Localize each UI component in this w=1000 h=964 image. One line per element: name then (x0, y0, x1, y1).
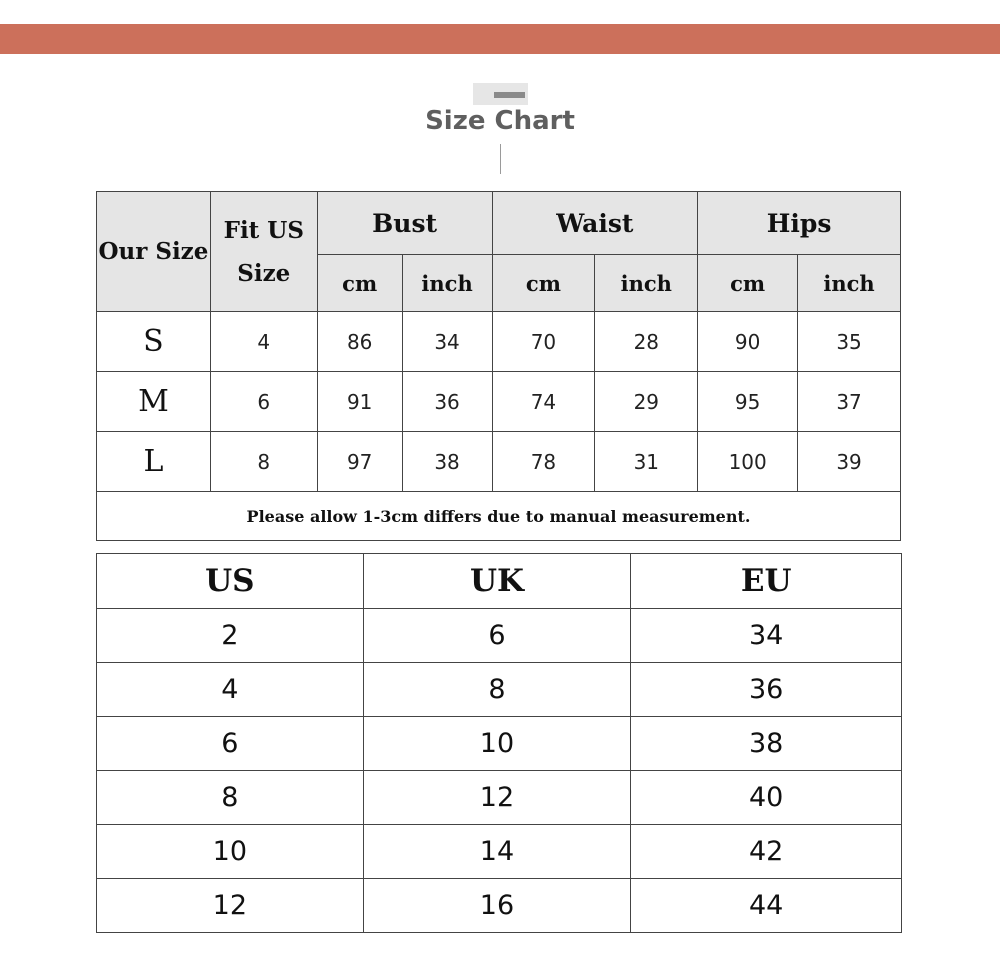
header-hips: Hips (698, 192, 901, 255)
header-waist-cm: cm (492, 255, 595, 312)
uk-value: 14 (363, 825, 631, 879)
hips-inch-value: 35 (798, 312, 901, 372)
fit-us-value: 4 (210, 312, 317, 372)
hips-cm-value: 90 (698, 312, 798, 372)
bust-inch-value: 38 (402, 432, 492, 492)
table-row (97, 663, 902, 717)
uk-value: 8 (363, 663, 631, 717)
title-divider (500, 144, 501, 174)
uk-value: 10 (363, 717, 631, 771)
us-value: 8 (97, 771, 364, 825)
header-fit-us-line2: Size (237, 259, 291, 287)
header-bust-inch: inch (402, 255, 492, 312)
size-label: S (97, 312, 211, 372)
waist-cm-value: 70 (492, 312, 595, 372)
page-title: Size Chart (425, 106, 575, 136)
measurement-table (96, 191, 901, 541)
eu-value: 40 (631, 771, 902, 825)
header-waist-inch: inch (595, 255, 698, 312)
waist-inch-value: 29 (595, 372, 698, 432)
table-row (97, 879, 902, 933)
us-value: 4 (97, 663, 364, 717)
bust-cm-value: 97 (317, 432, 402, 492)
bust-inch-value: 36 (402, 372, 492, 432)
header-fit-us-line1: Fit US (223, 216, 304, 244)
table-row (97, 312, 901, 372)
top-banner (0, 24, 1000, 54)
table-row (97, 771, 902, 825)
fit-us-value: 6 (210, 372, 317, 432)
table-row (97, 372, 901, 432)
measurement-note: Please allow 1-3cm differs due to manual measurement. (97, 492, 901, 541)
waist-cm-value: 74 (492, 372, 595, 432)
us-value: 12 (97, 879, 364, 933)
title-decoration-bar (494, 92, 525, 98)
eu-value: 34 (631, 609, 902, 663)
size-label: L (97, 432, 211, 492)
header-our-size: Our Size (97, 192, 211, 312)
header-us: US (97, 554, 364, 609)
header-bust-cm: cm (317, 255, 402, 312)
uk-value: 6 (363, 609, 631, 663)
bust-cm-value: 91 (317, 372, 402, 432)
fit-us-value: 8 (210, 432, 317, 492)
header-eu: EU (631, 554, 902, 609)
eu-value: 38 (631, 717, 902, 771)
header-bust: Bust (317, 192, 492, 255)
hips-cm-value: 100 (698, 432, 798, 492)
waist-cm-value: 78 (492, 432, 595, 492)
size-label: M (97, 372, 211, 432)
table-row (97, 609, 902, 663)
header-hips-inch: inch (798, 255, 901, 312)
conversion-table (96, 553, 902, 933)
header-fit-us-size (210, 192, 317, 312)
header-waist: Waist (492, 192, 698, 255)
uk-value: 12 (363, 771, 631, 825)
waist-inch-value: 28 (595, 312, 698, 372)
table-row (97, 825, 902, 879)
hips-cm-value: 95 (698, 372, 798, 432)
bust-cm-value: 86 (317, 312, 402, 372)
uk-value: 16 (363, 879, 631, 933)
table-row (97, 717, 902, 771)
eu-value: 36 (631, 663, 902, 717)
eu-value: 44 (631, 879, 902, 933)
header-hips-cm: cm (698, 255, 798, 312)
header-uk: UK (363, 554, 631, 609)
us-value: 10 (97, 825, 364, 879)
waist-inch-value: 31 (595, 432, 698, 492)
table-row (97, 432, 901, 492)
hips-inch-value: 37 (798, 372, 901, 432)
hips-inch-value: 39 (798, 432, 901, 492)
us-value: 6 (97, 717, 364, 771)
eu-value: 42 (631, 825, 902, 879)
bust-inch-value: 34 (402, 312, 492, 372)
us-value: 2 (97, 609, 364, 663)
title-decoration-icon (473, 83, 528, 105)
